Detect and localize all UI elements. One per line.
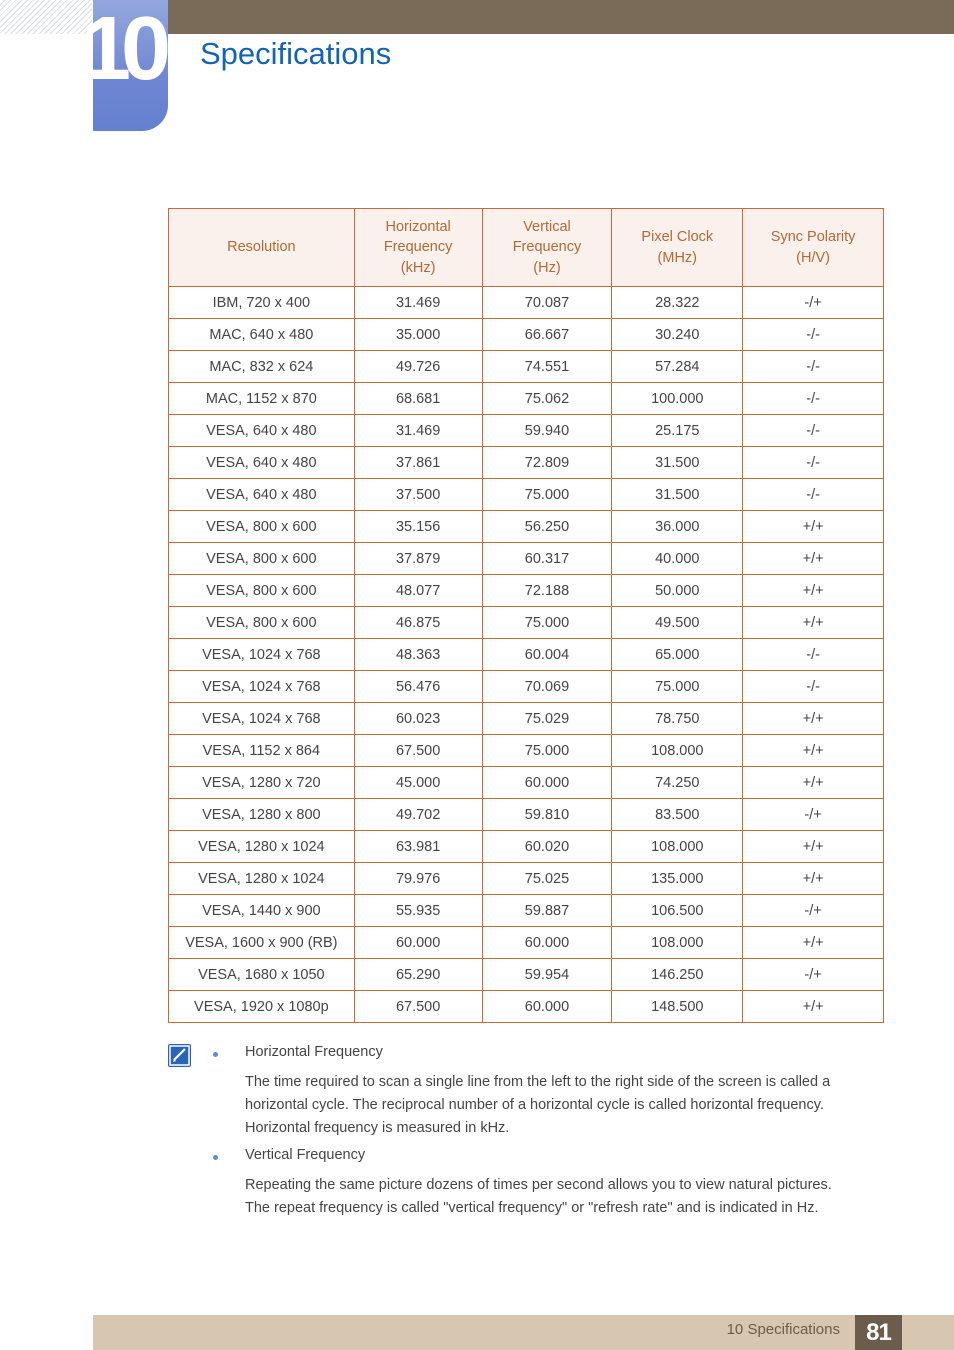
table-row [169, 831, 884, 863]
table-cell: -/- [743, 319, 884, 351]
table-cell: 78.750 [612, 703, 743, 735]
table-cell: 75.000 [482, 735, 612, 767]
table-cell: 25.175 [612, 415, 743, 447]
table-cell: VESA, 1152 x 864 [169, 735, 355, 767]
table-cell: +/+ [743, 575, 884, 607]
table-cell: 30.240 [612, 319, 743, 351]
table-cell: 75.000 [482, 479, 612, 511]
table-cell: 63.981 [354, 831, 482, 863]
table-cell: -/- [743, 639, 884, 671]
table-row [169, 895, 884, 927]
table-cell: 46.875 [354, 607, 482, 639]
bullet-icon [213, 1155, 218, 1160]
table-cell: -/- [743, 447, 884, 479]
table-cell: VESA, 1280 x 720 [169, 767, 355, 799]
table-cell: 60.000 [354, 927, 482, 959]
table-row [169, 319, 884, 351]
table-cell: 60.023 [354, 703, 482, 735]
table-cell: -/- [743, 479, 884, 511]
table-cell: 45.000 [354, 767, 482, 799]
table-cell: +/+ [743, 511, 884, 543]
note-vertical-frequency [245, 1146, 855, 1220]
table-cell: 60.004 [482, 639, 612, 671]
note-body: The time required to scan a single line from the left to the right side of the screen is called a horizontal cycle. The reciprocal number of a horizontal cycle is called horizontal frequency. Horizontal frequency is measured in kHz. [245, 1074, 831, 1136]
bullet-icon [213, 1052, 218, 1057]
table-cell: VESA, 1024 x 768 [169, 703, 355, 735]
timing-table [168, 208, 884, 1023]
table-cell: 40.000 [612, 543, 743, 575]
table-cell: 56.250 [482, 511, 612, 543]
table-cell: 60.020 [482, 831, 612, 863]
table-cell: 35.156 [354, 511, 482, 543]
table-row [169, 543, 884, 575]
table-row [169, 415, 884, 447]
table-cell: 148.500 [612, 991, 743, 1023]
table-cell: VESA, 800 x 600 [169, 575, 355, 607]
table-cell: 56.476 [354, 671, 482, 703]
table-cell: 31.500 [612, 447, 743, 479]
table-cell: +/+ [743, 863, 884, 895]
table-cell: 68.681 [354, 383, 482, 415]
table-row [169, 799, 884, 831]
column-header-line: Sync Polarity [770, 229, 856, 245]
table-cell: VESA, 800 x 600 [169, 607, 355, 639]
table-cell: 28.322 [612, 287, 743, 319]
table-cell: 49.726 [354, 351, 482, 383]
table-cell: -/+ [743, 895, 884, 927]
table-row [169, 703, 884, 735]
table-row [169, 607, 884, 639]
table-cell: VESA, 1280 x 1024 [169, 863, 355, 895]
column-header-line: Vertical [523, 218, 571, 235]
table-cell: +/+ [743, 607, 884, 639]
table-cell: 57.284 [612, 351, 743, 383]
table-cell: 70.069 [482, 671, 612, 703]
column-header-line: (kHz) [400, 259, 436, 276]
column-header-line: Pixel Clock [641, 229, 714, 245]
table-cell: +/+ [743, 735, 884, 767]
table-cell: IBM, 720 x 400 [169, 287, 355, 319]
note-title: Horizontal Frequency [245, 1044, 383, 1060]
table-cell: 74.250 [612, 767, 743, 799]
table-cell: 72.188 [482, 575, 612, 607]
table-cell: -/- [743, 415, 884, 447]
column-header-line: Resolution [227, 239, 296, 256]
table-row [169, 479, 884, 511]
table-cell: 55.935 [354, 895, 482, 927]
table-cell: 59.954 [482, 959, 612, 991]
table-cell: 35.000 [354, 319, 482, 351]
table-cell: MAC, 1152 x 870 [169, 383, 355, 415]
table-cell: 60.000 [482, 767, 612, 799]
table-body [169, 287, 884, 1023]
table-cell: +/+ [743, 831, 884, 863]
table-cell: 146.250 [612, 959, 743, 991]
table-cell: VESA, 640 x 480 [169, 415, 355, 447]
table-cell: 37.861 [354, 447, 482, 479]
table-row [169, 383, 884, 415]
table-cell: 48.363 [354, 639, 482, 671]
table-cell: VESA, 1024 x 768 [169, 671, 355, 703]
chapter-number: 10 [81, 0, 162, 99]
footer-chapter-label: 10 Specifications [726, 1321, 840, 1338]
page-number: 81 [855, 1315, 902, 1350]
note-horizontal-frequency [245, 1043, 855, 1140]
table-cell: 70.087 [482, 287, 612, 319]
table-row [169, 511, 884, 543]
table-row [169, 447, 884, 479]
table-row [169, 959, 884, 991]
table-cell: 31.469 [354, 287, 482, 319]
table-cell: 72.809 [482, 447, 612, 479]
table-cell: 100.000 [612, 383, 743, 415]
table-cell: 31.469 [354, 415, 482, 447]
table-cell: VESA, 1440 x 900 [169, 895, 355, 927]
table-cell: 37.500 [354, 479, 482, 511]
table-cell: VESA, 1280 x 1024 [169, 831, 355, 863]
column-header [354, 209, 482, 287]
table-cell: 49.500 [612, 607, 743, 639]
table-row [169, 863, 884, 895]
table-row [169, 767, 884, 799]
table-cell: -/+ [743, 287, 884, 319]
table-row [169, 351, 884, 383]
table-cell: 75.062 [482, 383, 612, 415]
table-cell: VESA, 1280 x 800 [169, 799, 355, 831]
table-cell: 59.940 [482, 415, 612, 447]
table-cell: 60.000 [482, 927, 612, 959]
column-header [743, 209, 884, 287]
table-cell: -/- [743, 671, 884, 703]
table-cell: +/+ [743, 767, 884, 799]
table-cell: 36.000 [612, 511, 743, 543]
column-header [169, 209, 355, 287]
page-title: Specifications [200, 36, 392, 71]
table-cell: MAC, 640 x 480 [169, 319, 355, 351]
table-row [169, 735, 884, 767]
table-cell: 66.667 [482, 319, 612, 351]
table-cell: VESA, 800 x 600 [169, 543, 355, 575]
table-row [169, 575, 884, 607]
table-row [169, 927, 884, 959]
table-cell: +/+ [743, 927, 884, 959]
column-header-line: (Hz) [533, 259, 561, 276]
table-cell: VESA, 640 x 480 [169, 479, 355, 511]
table-cell: 108.000 [612, 927, 743, 959]
table-cell: -/+ [743, 799, 884, 831]
table-cell: VESA, 1600 x 900 (RB) [169, 927, 355, 959]
table-cell: 79.976 [354, 863, 482, 895]
table-cell: +/+ [743, 991, 884, 1023]
table-cell: 75.025 [482, 863, 612, 895]
table-cell: 67.500 [354, 991, 482, 1023]
header-bar [168, 0, 954, 34]
table-cell: 60.000 [482, 991, 612, 1023]
table-cell: 75.000 [482, 607, 612, 639]
column-header [612, 209, 743, 287]
table-cell: 83.500 [612, 799, 743, 831]
column-header-line: Frequency [383, 239, 453, 256]
table-cell: -/- [743, 383, 884, 415]
table-cell: 59.810 [482, 799, 612, 831]
table-cell: 106.500 [612, 895, 743, 927]
note-body: Repeating the same picture dozens of times per second allows you to view natural pictures. The repeat frequency is called "vertical frequency" or "refresh rate" and is indicated in Hz. [245, 1177, 832, 1216]
table-cell: +/+ [743, 543, 884, 575]
table-row [169, 671, 884, 703]
column-header-line: (MHz) [657, 249, 698, 266]
table-cell: VESA, 1024 x 768 [169, 639, 355, 671]
note-pencil-icon [168, 1044, 191, 1067]
column-header-line: (H/V) [796, 249, 831, 266]
table-row [169, 639, 884, 671]
table-cell: -/- [743, 351, 884, 383]
table-cell: -/+ [743, 959, 884, 991]
table-cell: 65.290 [354, 959, 482, 991]
header-hatch-decoration [0, 0, 92, 34]
table-cell: 108.000 [612, 735, 743, 767]
column-header-line: Horizontal [385, 218, 451, 235]
table-cell: 48.077 [354, 575, 482, 607]
table-cell: 49.702 [354, 799, 482, 831]
table-row [169, 287, 884, 319]
table-cell: 75.029 [482, 703, 612, 735]
table-cell: 135.000 [612, 863, 743, 895]
table-cell: 37.879 [354, 543, 482, 575]
table-cell: 67.500 [354, 735, 482, 767]
table-row [169, 991, 884, 1023]
note-title: Vertical Frequency [245, 1147, 366, 1163]
table-cell: 59.887 [482, 895, 612, 927]
table-header-row [169, 209, 884, 287]
column-header [482, 209, 612, 287]
chapter-badge [81, 0, 168, 131]
table-cell: 31.500 [612, 479, 743, 511]
column-header-line: Frequency [512, 239, 582, 256]
table-cell: 108.000 [612, 831, 743, 863]
table-cell: VESA, 640 x 480 [169, 447, 355, 479]
table-cell: VESA, 1920 x 1080p [169, 991, 355, 1023]
table-cell: 74.551 [482, 351, 612, 383]
table-cell: VESA, 800 x 600 [169, 511, 355, 543]
table-cell: 65.000 [612, 639, 743, 671]
table-cell: VESA, 1680 x 1050 [169, 959, 355, 991]
table-cell: 50.000 [612, 575, 743, 607]
table-cell: 60.317 [482, 543, 612, 575]
table-cell: MAC, 832 x 624 [169, 351, 355, 383]
table-cell: 75.000 [612, 671, 743, 703]
table-cell: +/+ [743, 703, 884, 735]
